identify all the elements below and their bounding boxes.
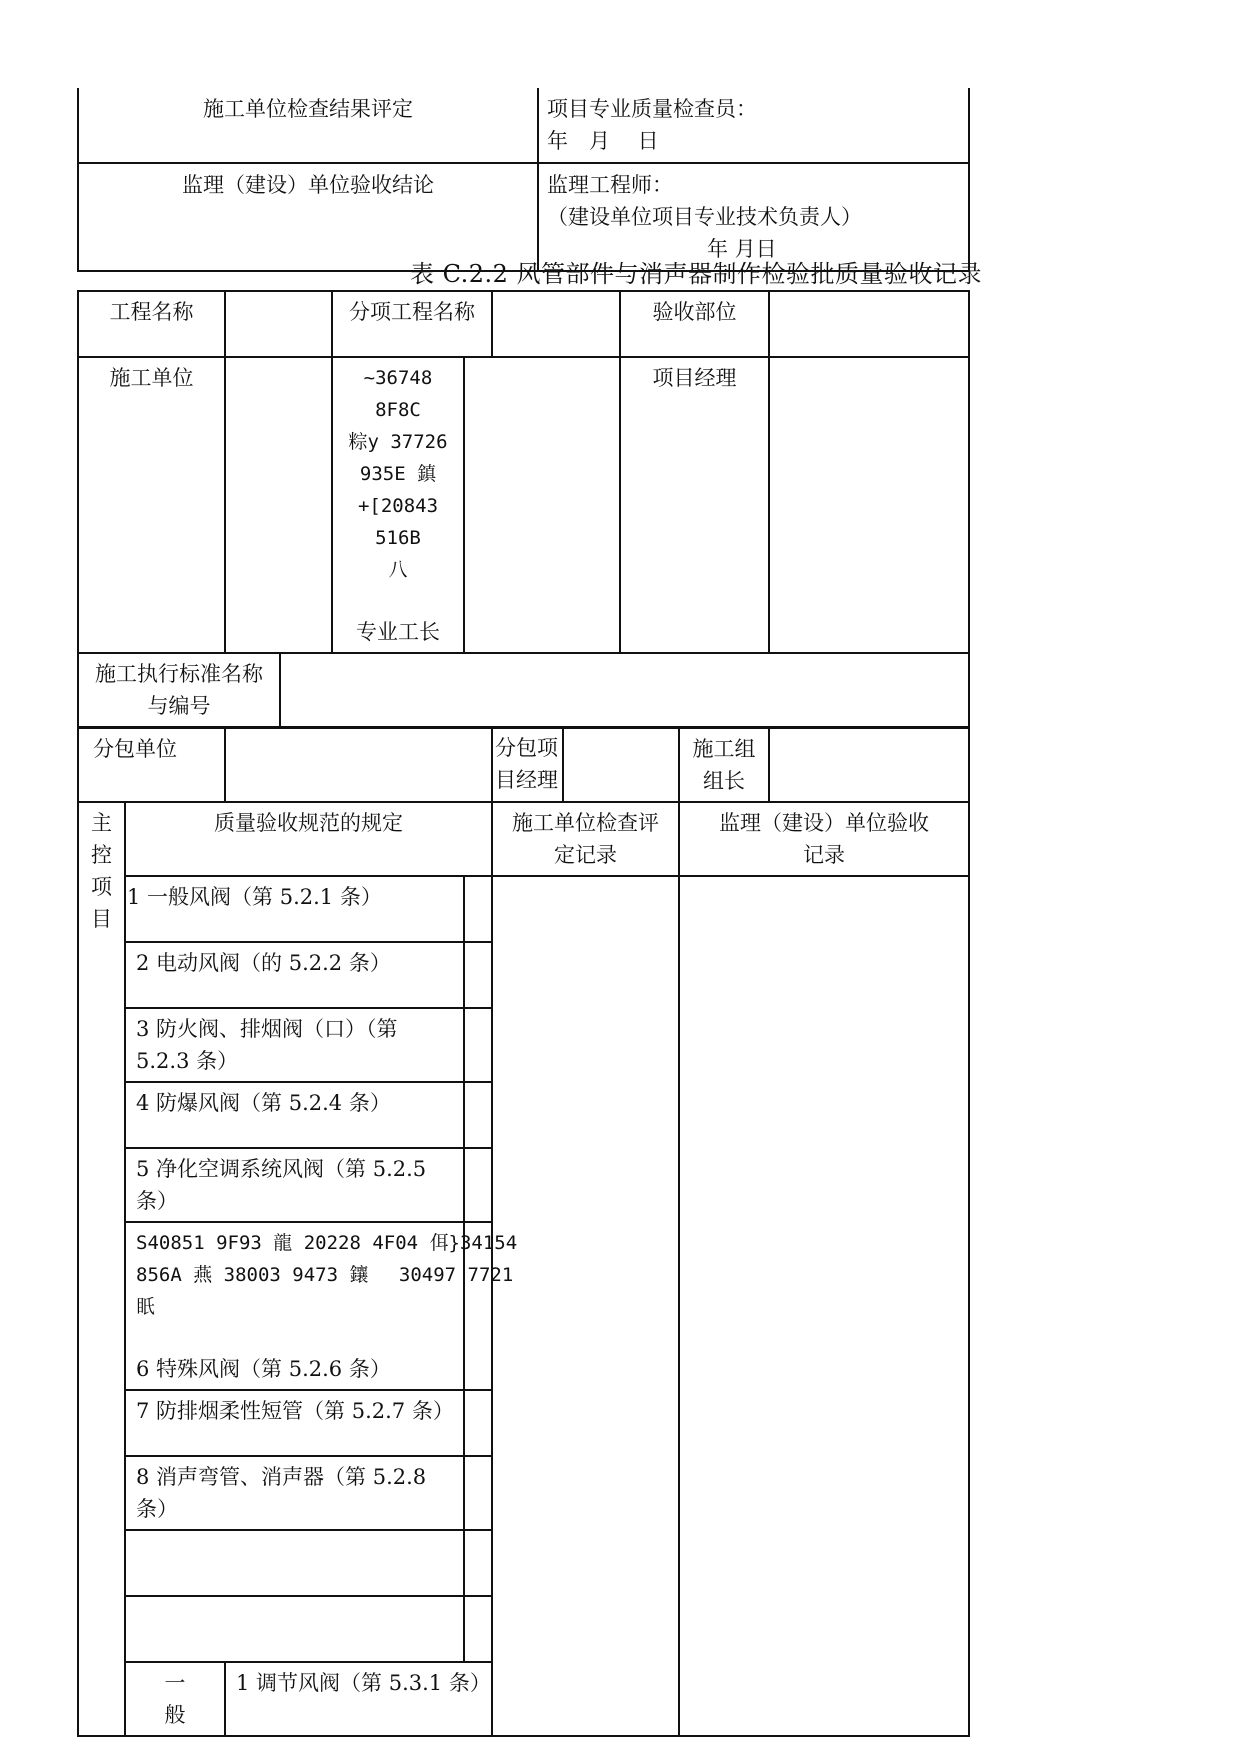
- subitem-name-label: 分项工程名称: [332, 291, 492, 357]
- main-control-char-4: 目: [91, 907, 112, 931]
- inspection-record-table: [77, 290, 970, 1737]
- main-item-empty-1-check: [464, 1530, 492, 1596]
- main-item-5-check: [464, 1148, 492, 1222]
- main-control-label: [78, 802, 125, 1736]
- supervision-header: [679, 802, 969, 876]
- sub-pm-line-2: 目经理: [495, 768, 558, 792]
- foreman-value: [464, 357, 620, 653]
- acceptance-part-label: 验收部位: [620, 291, 769, 357]
- previous-table-fragment: [77, 88, 970, 272]
- main-item-8: 8 消声弯管、消声器（第 5.2.8 条）: [125, 1456, 464, 1530]
- supervision-date: 年 月日: [707, 237, 777, 261]
- construction-check-records: [492, 876, 679, 1736]
- garbled-line-1: ~36748 8F8C: [363, 367, 433, 421]
- garbled-line-3: 935E 鎮: [359, 463, 437, 485]
- team-leader-value: [769, 728, 969, 803]
- general-item-1: 1 调节风阀（第 5.3.1 条）: [225, 1662, 492, 1736]
- main-control-char-3: 项: [91, 875, 112, 899]
- project-manager-label: 项目经理: [620, 357, 769, 653]
- main-item-6-garbled-3: 眂: [136, 1296, 156, 1318]
- main-item-1-check: [464, 876, 492, 942]
- supervision-header-2: 记录: [803, 843, 845, 867]
- main-item-6-garbled-1: S40851 9F93 龍 20228 4F04 佴}34154: [136, 1232, 518, 1254]
- construction-check-result-label: 施工单位检查结果评定: [78, 88, 538, 163]
- team-leader-line-2: 组长: [703, 769, 745, 793]
- main-item-1: 1 一般风阀（第 5.2.1 条）: [125, 876, 464, 942]
- main-control-char-2: 控: [91, 843, 112, 867]
- main-item-6-garbled-2: 856A 燕 38003 9473 鑲 30497 7721: [136, 1264, 514, 1286]
- main-control-char-1: 主: [91, 811, 112, 835]
- supervision-header-1: 监理（建设）单位验收: [719, 811, 929, 835]
- main-item-3-check: [464, 1008, 492, 1082]
- construction-check-header-2: 定记录: [554, 843, 617, 867]
- main-item-3: 3 防火阀、排烟阀（口）（第 5.2.3 条）: [125, 1008, 464, 1082]
- main-item-4-check: [464, 1082, 492, 1148]
- quality-inspector-cell: [538, 88, 969, 163]
- main-item-2-check: [464, 942, 492, 1008]
- standard-label: [78, 653, 280, 728]
- main-item-empty-1: [125, 1530, 464, 1596]
- construction-unit-value: [225, 357, 332, 653]
- quality-inspector-label: 项目专业质量检查员：: [547, 97, 757, 121]
- construction-check-header-1: 施工单位检查评: [512, 811, 659, 835]
- general-char-1: 一: [164, 1671, 186, 1695]
- sub-pm-value: [563, 728, 679, 803]
- construction-check-header: [492, 802, 679, 876]
- standard-label-line-2: 与编号: [147, 694, 211, 718]
- project-name-value: [225, 291, 332, 357]
- main-item-6-label: 6 特殊风阀（第 5.2.6 条）: [136, 1357, 391, 1381]
- construction-unit-label: 施工单位: [78, 357, 225, 653]
- main-item-7-check: [464, 1390, 492, 1456]
- main-item-5: 5 净化空调系统风阀（第 5.2.5 条）: [125, 1148, 464, 1222]
- sub-pm-label: [492, 728, 563, 803]
- foreman-label: 专业工长: [356, 620, 440, 644]
- supervision-records: [679, 876, 969, 1736]
- subcontractor-label: 分包单位: [78, 728, 225, 803]
- owner-tech-lead-label: （建设单位项目专业技术负责人）: [547, 205, 862, 229]
- quality-inspector-date: 年 月 日: [547, 129, 659, 153]
- subitem-name-value: [492, 291, 620, 357]
- garbled-line-2: 粽y 37726: [348, 431, 448, 453]
- spec-header: 质量验收规范的规定: [125, 802, 492, 876]
- garbled-line-5: 八: [388, 559, 408, 581]
- standard-value: [280, 653, 969, 728]
- team-leader-line-1: 施工组: [692, 737, 756, 761]
- table-caption: 表 C.2.2 风管部件与消声器制作检验批质量验收记录: [410, 260, 983, 288]
- project-name-label: 工程名称: [78, 291, 225, 357]
- main-item-6: [125, 1222, 518, 1390]
- main-item-8-check: [464, 1456, 492, 1530]
- sub-pm-line-1: 分包项: [495, 736, 558, 760]
- garbled-line-4: +[20843 516B: [357, 495, 439, 549]
- team-leader-label: [679, 728, 769, 803]
- main-item-7: 7 防排烟柔性短管（第 5.2.7 条）: [125, 1390, 464, 1456]
- main-item-4: 4 防爆风阀（第 5.2.4 条）: [125, 1082, 464, 1148]
- main-item-empty-2: [125, 1596, 464, 1662]
- main-item-2: 2 电动风阀（的 5.2.2 条）: [125, 942, 464, 1008]
- general-char-2: 般: [164, 1703, 186, 1727]
- main-item-empty-2-check: [464, 1596, 492, 1662]
- supervision-conclusion-label: 监理（建设）单位验收结论: [78, 163, 538, 271]
- subcontractor-value: [225, 728, 492, 803]
- foreman-cell: [332, 357, 464, 653]
- project-manager-value: [769, 357, 969, 653]
- acceptance-part-value: [769, 291, 969, 357]
- supervision-engineer-label: 监理工程师：: [547, 173, 673, 197]
- general-items-label: [125, 1662, 225, 1736]
- standard-label-line-1: 施工执行标准名称: [95, 662, 263, 686]
